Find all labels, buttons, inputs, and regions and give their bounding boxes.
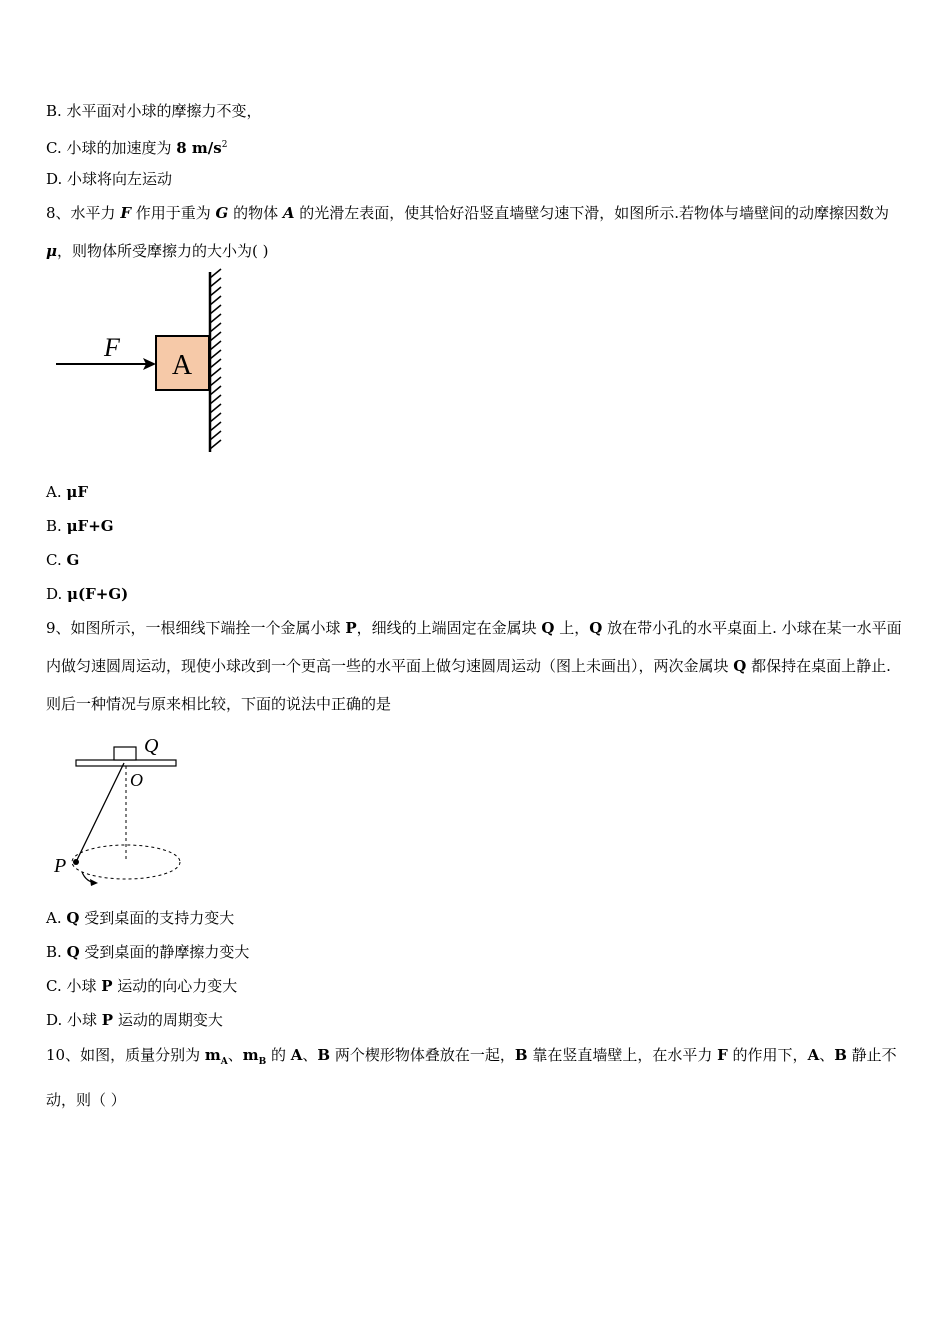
q8-figure xyxy=(50,268,230,458)
q7-option-b: B. 水平面对小球的摩擦力不变， xyxy=(46,102,262,120)
label-o: O xyxy=(130,770,143,790)
q8-option-b: B. μF+G xyxy=(46,517,114,535)
ball-p xyxy=(73,859,79,865)
q8-option-d: D. μ(F+G) xyxy=(46,585,129,603)
label-p: P xyxy=(54,855,67,877)
q9-figure xyxy=(48,730,198,890)
q9-option-c: C. 小球 P 运动的向心力变大 xyxy=(46,977,238,995)
q8-option-a: A. μF xyxy=(46,483,89,501)
block-q xyxy=(114,747,136,760)
q10-stem: 10、如图，质量分别为 $m_A$、$m_B$ 的 A、B 两个楔形物体叠放在一起，B 靠在竖直墙壁上，在水平力 F 的作用下，A、B 静止不动，则（ ） xyxy=(46,1046,897,1109)
q9-option-a: A. Q 受到桌面的支持力变大 xyxy=(46,909,235,927)
q9-option-b: B. Q 受到桌面的静摩擦力变大 xyxy=(46,943,250,961)
q7-option-d: D. 小球将向左运动 xyxy=(46,170,173,188)
q8-option-c: C. G xyxy=(46,551,80,569)
q8-stem: 8、水平力 F 作用于重为 G 的物体 A 的光滑左表面，使其恰好沿竖直墙壁匀速下滑，如图所示.若物体与墙壁间的动摩擦因数为μ，则物体所受摩擦力的大小为( ) xyxy=(46,204,890,260)
label-q: Q xyxy=(144,735,159,757)
q9-option-d: D. 小球 P 运动的周期变大 xyxy=(46,1011,223,1029)
rotation-arrowhead xyxy=(90,879,98,886)
wall xyxy=(210,269,221,452)
q9-stem: 9、如图所示，一根细线下端拴一个金属小球 P，细线的上端固定在金属块 Q 上，Q 放在带小孔的水平桌面上. 小球在某一水平面内做匀速圆周运动，现使小球改到一个更高一些的水平面上做匀速圆周运动（图上未画出），两次金属块 Q 都保持在桌面上静止. 则后一种情况与原来相比较，下面的说法中正确的是 xyxy=(46,619,902,713)
table-top xyxy=(76,760,176,766)
q7-option-c: C. 小球的加速度为 8 $m/s^2$ xyxy=(46,139,228,157)
force-label: F xyxy=(104,333,120,362)
block-a-label: A xyxy=(171,350,193,381)
